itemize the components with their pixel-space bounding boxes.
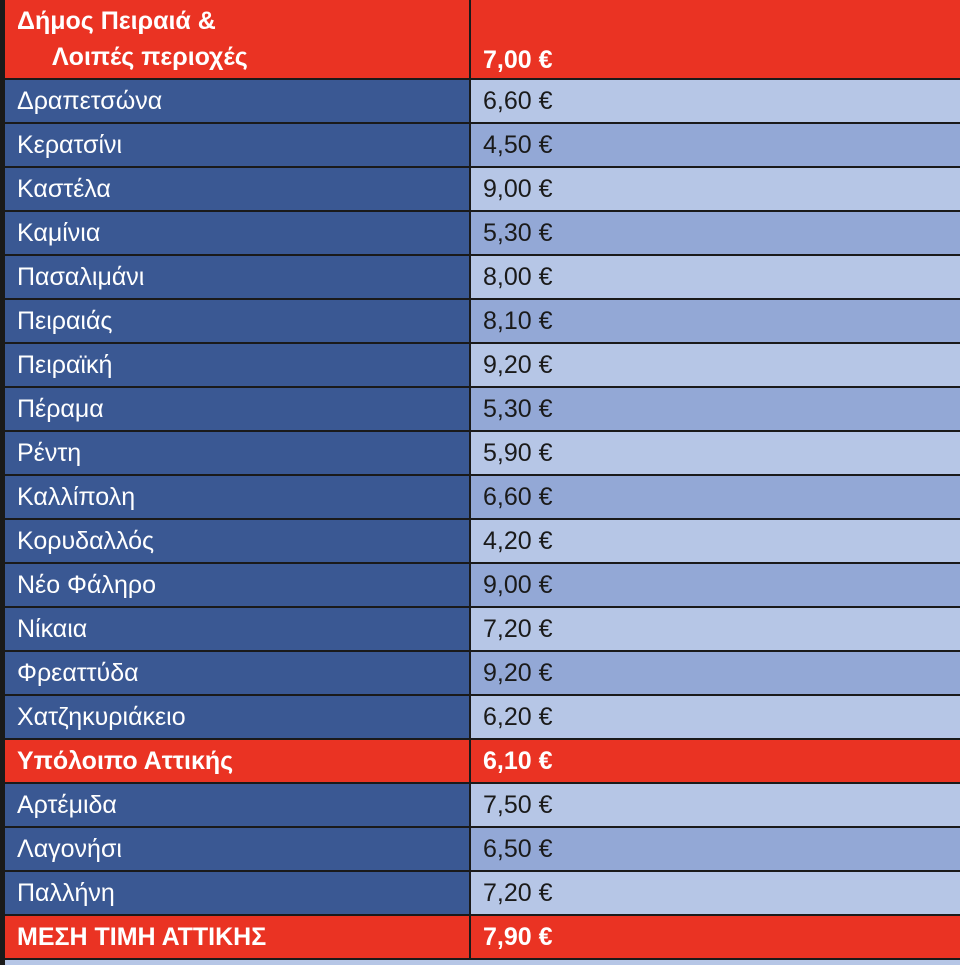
area-name-cell: Κερατσίνι bbox=[5, 124, 469, 166]
area-price-cell: 6,50 € bbox=[471, 828, 960, 870]
table-row bbox=[5, 564, 960, 606]
area-name-cell: Αρτέμιδα bbox=[5, 784, 469, 826]
area-price-cell: 9,20 € bbox=[471, 652, 960, 694]
header-name-cell bbox=[5, 0, 469, 78]
area-name-cell: Παλλήνη bbox=[5, 872, 469, 914]
area-price-cell: 8,10 € bbox=[471, 300, 960, 342]
area-name-cell: Κορυδαλλός bbox=[5, 520, 469, 562]
table-row bbox=[5, 520, 960, 562]
rest-of-attica-name: Υπόλοιπο Αττικής bbox=[5, 740, 469, 782]
rest-of-attica-row bbox=[5, 740, 960, 782]
price-table bbox=[5, 0, 960, 965]
average-price: 7,90 € bbox=[471, 916, 960, 958]
table-row bbox=[5, 80, 960, 122]
table-row bbox=[5, 432, 960, 474]
area-name-cell: Φρεαττύδα bbox=[5, 652, 469, 694]
area-name-cell: Πέραμα bbox=[5, 388, 469, 430]
area-name-cell: Ρέντη bbox=[5, 432, 469, 474]
table-row bbox=[5, 388, 960, 430]
area-price-cell: 6,20 € bbox=[471, 696, 960, 738]
header-title-line2: Λοιπές περιοχές bbox=[52, 43, 248, 71]
area-name-cell: Πειραιάς bbox=[5, 300, 469, 342]
area-name-cell: Καμίνια bbox=[5, 212, 469, 254]
area-price-cell: 4,50 € bbox=[471, 124, 960, 166]
area-name-cell: Χατζηκυριάκειο bbox=[5, 696, 469, 738]
table-header-row bbox=[5, 0, 960, 78]
area-name-cell: Καστέλα bbox=[5, 168, 469, 210]
table-row bbox=[5, 872, 960, 914]
area-price-cell: 9,00 € bbox=[471, 168, 960, 210]
table-row bbox=[5, 784, 960, 826]
average-row bbox=[5, 916, 960, 958]
table-row bbox=[5, 476, 960, 518]
area-price-cell: 8,00 € bbox=[471, 256, 960, 298]
area-price-cell: 5,30 € bbox=[471, 212, 960, 254]
area-price-cell: 9,00 € bbox=[471, 564, 960, 606]
area-price-cell: 9,20 € bbox=[471, 344, 960, 386]
area-name-cell: Καλλίπολη bbox=[5, 476, 469, 518]
table-row bbox=[5, 344, 960, 386]
area-name-cell: Δραπετσώνα bbox=[5, 80, 469, 122]
rest-of-attica-price: 6,10 € bbox=[471, 740, 960, 782]
average-name: ΜΕΣΗ ΤΙΜΗ ΑΤΤΙΚΗΣ bbox=[5, 916, 469, 958]
area-name-cell: Λαγονήσι bbox=[5, 828, 469, 870]
header-price-cell: 7,00 € bbox=[471, 0, 960, 78]
area-name-cell: Πασαλιμάνι bbox=[5, 256, 469, 298]
area-price-cell: 7,20 € bbox=[471, 872, 960, 914]
area-price-cell: 7,50 € bbox=[471, 784, 960, 826]
area-price-cell: 6,60 € bbox=[471, 80, 960, 122]
footer-strip bbox=[5, 960, 960, 965]
table-row bbox=[5, 300, 960, 342]
area-price-cell: 7,20 € bbox=[471, 608, 960, 650]
table-row bbox=[5, 212, 960, 254]
table-row bbox=[5, 608, 960, 650]
area-name-cell: Νίκαια bbox=[5, 608, 469, 650]
table-row bbox=[5, 168, 960, 210]
table-row bbox=[5, 828, 960, 870]
table-row bbox=[5, 256, 960, 298]
area-price-cell: 5,30 € bbox=[471, 388, 960, 430]
area-name-cell: Νέο Φάληρο bbox=[5, 564, 469, 606]
area-price-cell: 6,60 € bbox=[471, 476, 960, 518]
area-name-cell: Πειραϊκή bbox=[5, 344, 469, 386]
table-row bbox=[5, 124, 960, 166]
area-price-cell: 5,90 € bbox=[471, 432, 960, 474]
table-row bbox=[5, 652, 960, 694]
table-row bbox=[5, 696, 960, 738]
header-title-line1: Δήμος Πειραιά & bbox=[17, 7, 216, 35]
area-price-cell: 4,20 € bbox=[471, 520, 960, 562]
